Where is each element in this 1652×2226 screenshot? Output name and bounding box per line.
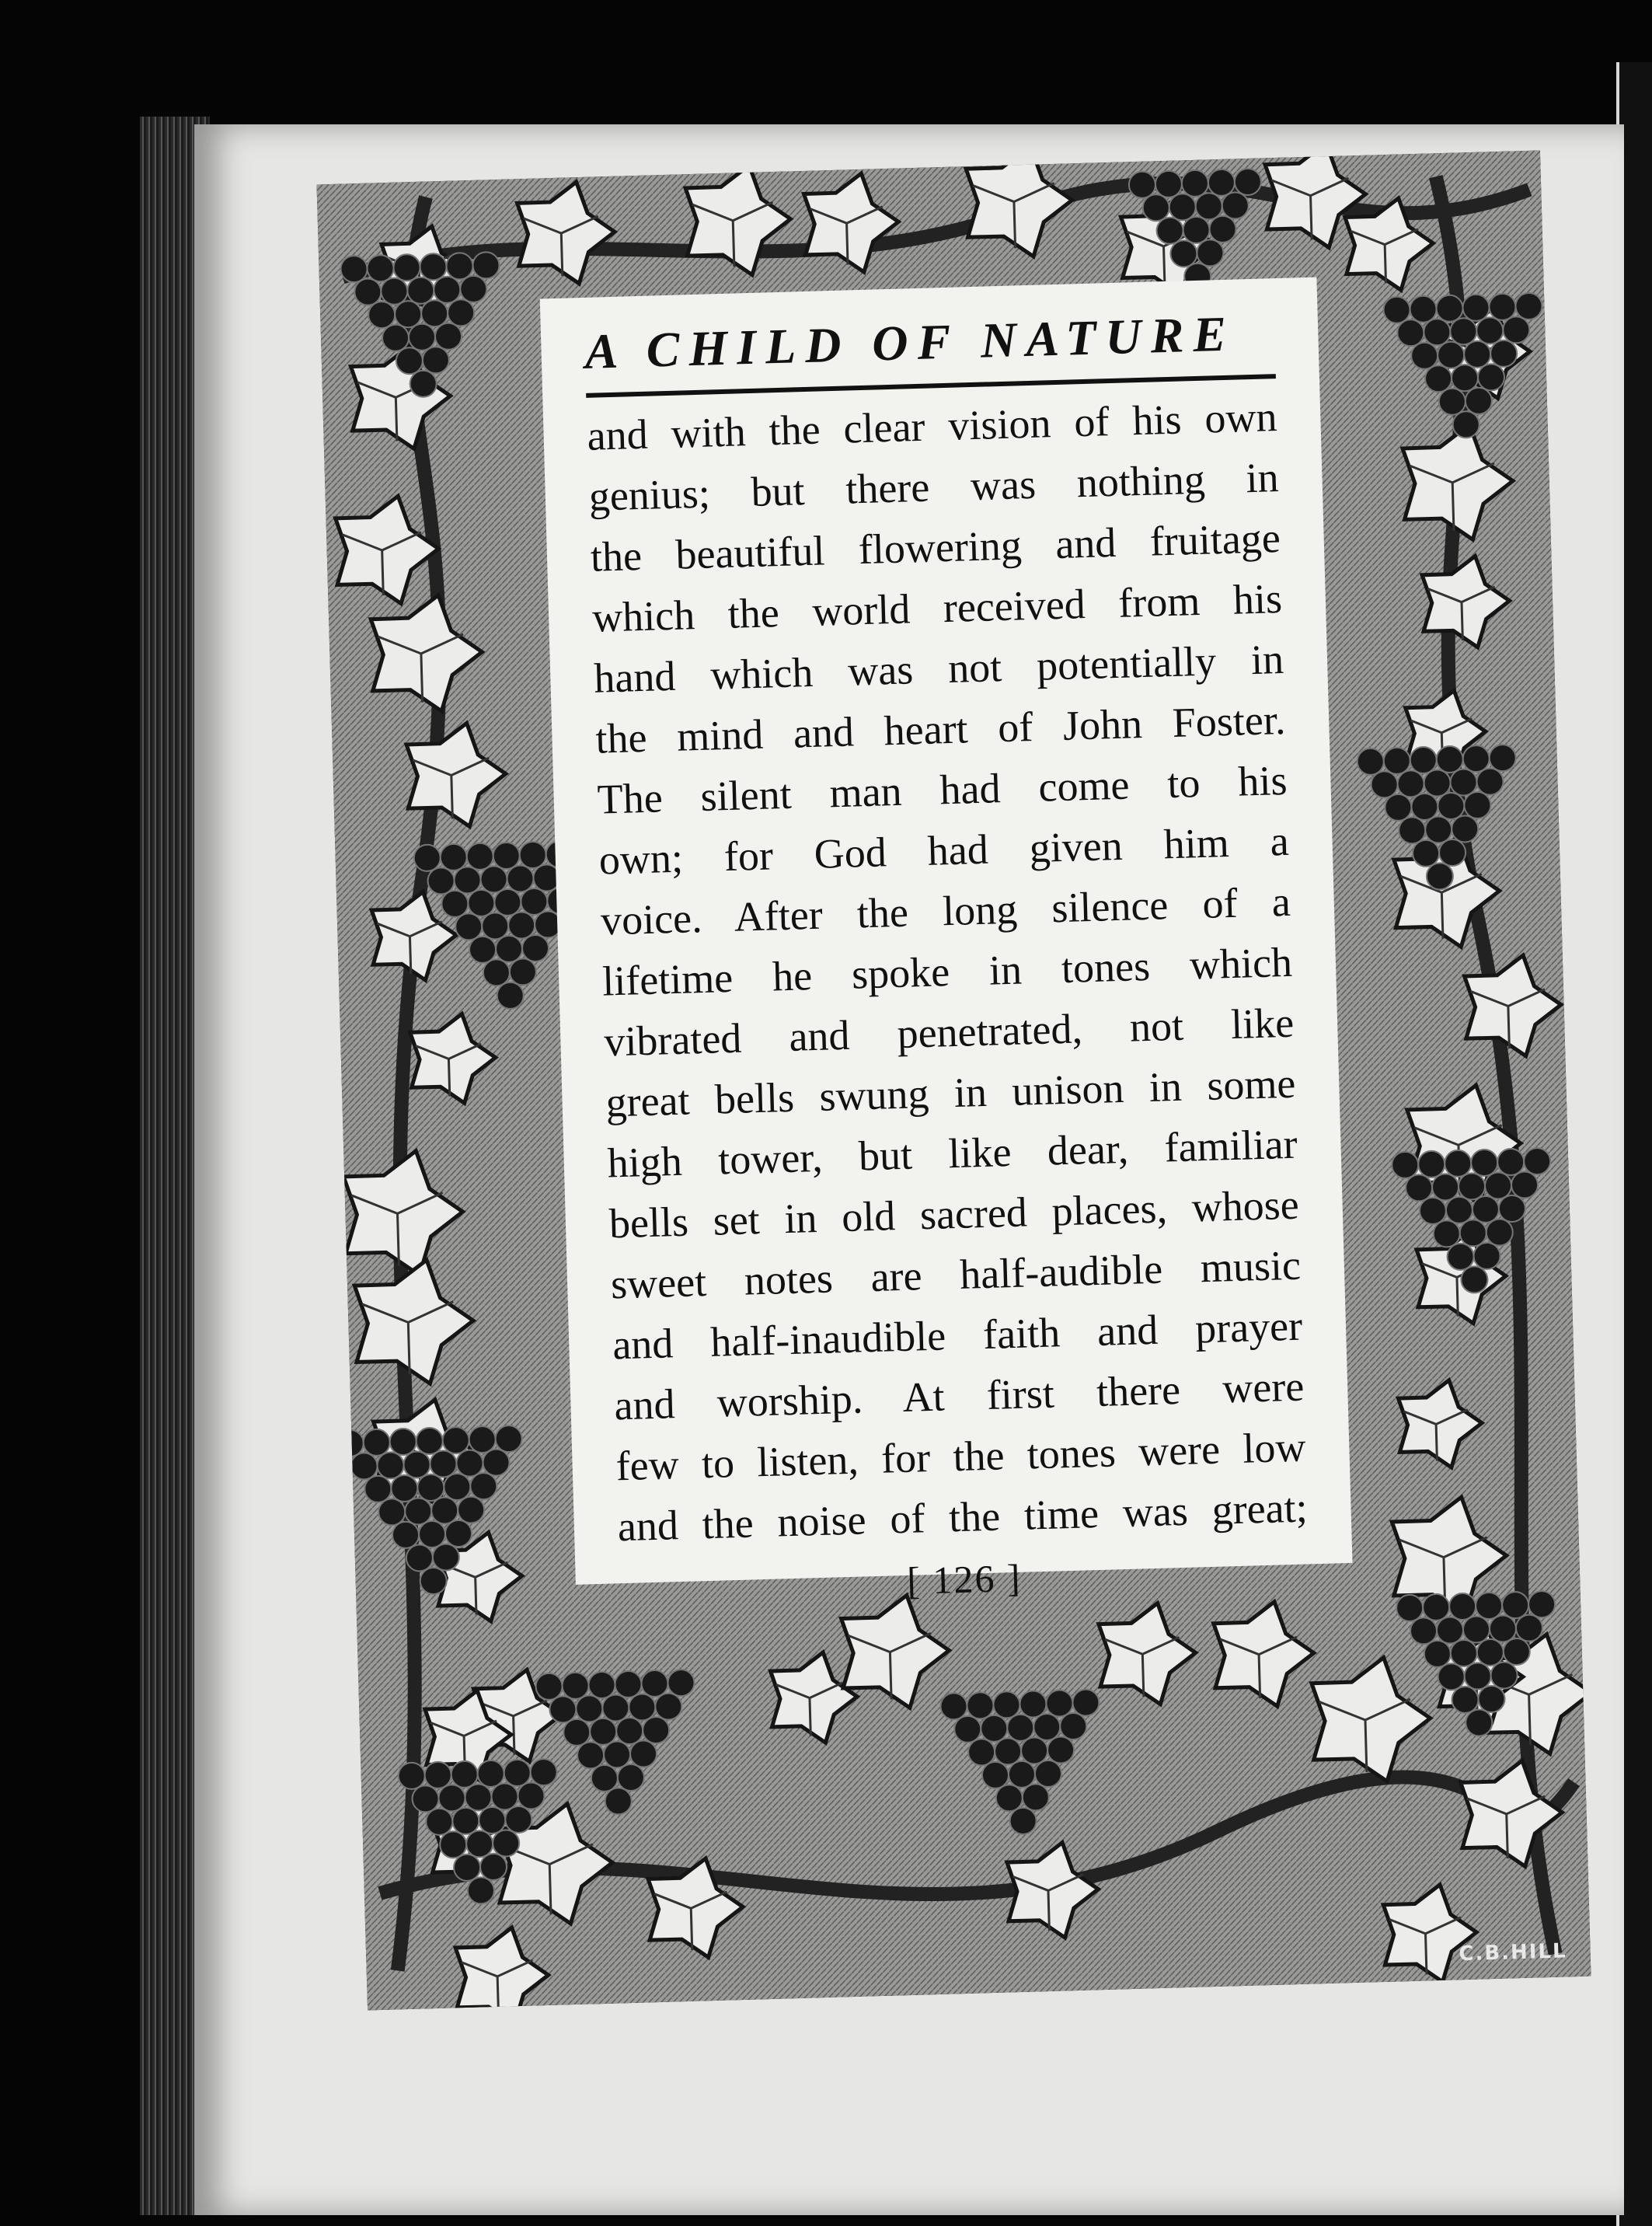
- grape: [1426, 863, 1453, 890]
- grape: [494, 888, 521, 916]
- grape: [1503, 316, 1530, 344]
- grape: [441, 890, 469, 917]
- grape: [1128, 171, 1155, 198]
- grape: [448, 299, 475, 326]
- grape: [1502, 1592, 1529, 1619]
- grape: [1524, 1148, 1551, 1175]
- grape: [480, 866, 507, 893]
- grape: [1007, 1714, 1034, 1741]
- grape: [1459, 1173, 1486, 1200]
- grape: [440, 1831, 467, 1858]
- grape: [417, 1474, 444, 1502]
- grape: [432, 1544, 459, 1571]
- body-line: and half-inaudible faith and prayer: [612, 1303, 1303, 1369]
- grape: [1490, 340, 1518, 367]
- grape: [469, 1426, 496, 1453]
- grape: [438, 1785, 465, 1812]
- grape: [1392, 1151, 1419, 1178]
- grape: [1047, 1736, 1075, 1764]
- grape: [364, 1475, 392, 1502]
- grape: [1452, 815, 1479, 843]
- grape: [493, 1830, 520, 1857]
- grape: [405, 1498, 432, 1525]
- grape: [1433, 1220, 1460, 1247]
- grape: [1476, 768, 1504, 795]
- grape: [452, 1807, 479, 1834]
- grape: [1476, 1639, 1504, 1666]
- grape: [1060, 1713, 1087, 1740]
- text-panel: [540, 277, 1353, 1603]
- grape: [1357, 748, 1384, 775]
- grape: [535, 1673, 563, 1700]
- grape: [1478, 1686, 1505, 1713]
- grape: [993, 1691, 1020, 1718]
- grape: [508, 912, 535, 939]
- grape: [1466, 1709, 1493, 1736]
- grape: [426, 1808, 453, 1835]
- grape: [1383, 296, 1410, 323]
- grape: [655, 1693, 682, 1720]
- grape: [1445, 1196, 1473, 1223]
- grape: [967, 1692, 994, 1719]
- grape: [1465, 387, 1492, 414]
- grape: [1425, 816, 1452, 843]
- grape: [1490, 1662, 1518, 1689]
- grape: [456, 1450, 483, 1477]
- grape: [340, 256, 368, 283]
- grape: [421, 300, 448, 327]
- body-line: The silent man had come to his: [596, 757, 1288, 824]
- grape: [1418, 1150, 1445, 1178]
- body-line: bells set in old sacred places, whose: [608, 1181, 1300, 1247]
- grape: [413, 844, 441, 871]
- grape: [1072, 1689, 1100, 1716]
- body-line: voice. After the long silence of a: [600, 878, 1291, 944]
- grape: [468, 889, 495, 916]
- grape: [1209, 215, 1236, 242]
- grape: [467, 1877, 494, 1904]
- grape: [667, 1670, 695, 1697]
- body-line: lifetime he spoke in tones which: [601, 939, 1293, 1005]
- grape: [1486, 1219, 1513, 1246]
- grape: [398, 1762, 425, 1789]
- grape: [483, 1449, 510, 1476]
- grape: [491, 1783, 518, 1810]
- grape: [981, 1715, 1008, 1742]
- grape: [392, 1521, 420, 1548]
- grape: [521, 888, 548, 916]
- body-line: the beautiful flowering and fruitage: [590, 515, 1281, 581]
- grape: [1515, 1614, 1542, 1642]
- grape: [1478, 364, 1505, 391]
- grape: [1463, 1616, 1490, 1643]
- grape: [420, 1567, 447, 1594]
- grape: [1156, 217, 1183, 244]
- grape: [422, 347, 449, 374]
- grape: [605, 1788, 632, 1815]
- grape: [1490, 1615, 1517, 1642]
- grape: [445, 1520, 472, 1547]
- body-line: hand which was not potentially in: [593, 636, 1284, 703]
- grape: [1438, 388, 1466, 415]
- grape: [1411, 793, 1438, 820]
- grape: [469, 936, 497, 963]
- grape: [391, 1474, 418, 1502]
- grape: [1222, 192, 1249, 219]
- artist-signature: C.B.HILL: [1458, 1939, 1568, 1966]
- grape: [396, 347, 423, 375]
- grape: [377, 1452, 404, 1479]
- grape: [480, 1853, 507, 1880]
- grape: [1511, 1171, 1539, 1198]
- grape: [1385, 794, 1412, 821]
- grape: [1464, 340, 1491, 368]
- grape: [1464, 792, 1491, 819]
- grape: [1432, 1174, 1459, 1201]
- grape: [641, 1670, 668, 1697]
- grape: [427, 867, 455, 895]
- grape: [1528, 1591, 1556, 1618]
- grape: [477, 1760, 504, 1788]
- grape: [615, 1671, 642, 1698]
- grape: [395, 301, 422, 328]
- grape: [493, 842, 520, 869]
- grape: [407, 277, 434, 304]
- grape: [496, 935, 523, 962]
- grape: [1424, 769, 1451, 797]
- body-line: few to listen, for the tones were low: [615, 1423, 1307, 1490]
- grape: [409, 323, 436, 351]
- grape: [1452, 411, 1479, 438]
- body-line: and with the clear vision of his own: [586, 393, 1278, 460]
- grape: [465, 1784, 492, 1811]
- grape: [1155, 170, 1182, 197]
- grape: [412, 1785, 439, 1813]
- grape: [1439, 839, 1466, 867]
- grape: [591, 1764, 618, 1792]
- grape: [442, 1427, 469, 1454]
- grape: [460, 275, 487, 302]
- grape: [454, 1854, 481, 1881]
- grape: [1445, 1150, 1472, 1177]
- grape: [458, 1496, 485, 1523]
- grape: [940, 1693, 967, 1720]
- grape: [1461, 1266, 1488, 1293]
- grape: [1449, 1593, 1476, 1621]
- grape: [629, 1694, 656, 1721]
- grape: [410, 370, 437, 397]
- grape: [1419, 1197, 1446, 1224]
- grape: [630, 1740, 657, 1767]
- body-line: high tower, but like dear, familiar: [606, 1121, 1298, 1187]
- grape: [504, 1760, 531, 1787]
- grape: [1489, 293, 1516, 320]
- grape: [617, 1764, 644, 1791]
- grape: [1438, 341, 1465, 368]
- grape: [454, 867, 481, 894]
- grape: [602, 1694, 629, 1722]
- grape: [446, 253, 473, 280]
- grape: [479, 1806, 506, 1833]
- grape: [1425, 365, 1452, 393]
- grape: [1183, 216, 1210, 243]
- grape: [1450, 1639, 1477, 1666]
- grape: [1450, 318, 1477, 345]
- grape: [1452, 1686, 1479, 1713]
- grape: [1034, 1760, 1061, 1787]
- grape: [982, 1761, 1009, 1788]
- grape: [522, 935, 549, 962]
- running-head-title: A CHILD OF NATURE: [584, 305, 1236, 379]
- grape: [495, 1425, 522, 1453]
- grape: [470, 1473, 497, 1500]
- grape: [1397, 770, 1424, 797]
- grape: [1503, 1638, 1530, 1666]
- grape: [440, 843, 467, 871]
- grape: [430, 1450, 457, 1478]
- grape: [995, 1785, 1023, 1812]
- grape: [1033, 1714, 1061, 1741]
- grape: [472, 252, 500, 279]
- grape: [1462, 745, 1490, 773]
- grape: [1462, 294, 1490, 321]
- body-line: and worship. At first there were: [613, 1362, 1305, 1429]
- grape: [1472, 1195, 1499, 1223]
- grape: [1397, 319, 1424, 347]
- grape: [588, 1671, 615, 1698]
- grape: [1410, 295, 1437, 323]
- grape: [381, 277, 408, 305]
- grape: [350, 1453, 378, 1480]
- grape: [1410, 747, 1437, 774]
- grape: [1423, 1593, 1450, 1621]
- grape: [505, 1806, 532, 1833]
- grape: [1476, 1593, 1503, 1620]
- grape: [466, 1830, 493, 1858]
- grape: [1208, 169, 1235, 196]
- grape: [444, 1474, 471, 1501]
- grape: [577, 1742, 605, 1769]
- grape: [1436, 295, 1463, 322]
- grape: [1436, 746, 1463, 773]
- grape: [604, 1741, 631, 1768]
- body-line: and the noise of the time was great;: [617, 1484, 1309, 1551]
- grape: [1181, 169, 1208, 197]
- grape: [1476, 317, 1504, 344]
- grape: [1452, 365, 1479, 392]
- grape: [1371, 771, 1398, 798]
- grape: [1447, 1243, 1474, 1270]
- body-line: which the world received from his: [591, 575, 1283, 642]
- grape: [466, 843, 493, 870]
- page-number: [ 126 ]: [906, 1556, 1023, 1603]
- grape: [406, 1544, 433, 1572]
- grape: [419, 1521, 446, 1548]
- grape: [509, 958, 536, 986]
- body-line: vibrated and penetrated, not like: [603, 1000, 1295, 1066]
- grape: [1459, 1219, 1486, 1247]
- grape: [954, 1715, 981, 1743]
- grape: [1399, 817, 1426, 844]
- grape: [1046, 1690, 1073, 1717]
- grapevine-border-illustration: [316, 150, 1591, 2010]
- grape: [1396, 1594, 1424, 1621]
- grape: [1022, 1784, 1049, 1811]
- grape: [1383, 747, 1410, 774]
- grape: [1471, 1150, 1498, 1177]
- grape: [1411, 342, 1438, 369]
- grape: [451, 1760, 478, 1788]
- grape: [549, 1696, 577, 1723]
- grape: [1424, 1640, 1451, 1667]
- grape: [1497, 1149, 1525, 1176]
- grape: [354, 278, 382, 305]
- grape: [424, 1761, 451, 1788]
- grape: [968, 1739, 995, 1766]
- grape: [530, 1759, 557, 1786]
- grape: [643, 1717, 670, 1744]
- grape: [518, 1782, 545, 1809]
- grape: [576, 1695, 603, 1722]
- grape: [1197, 239, 1224, 267]
- grape: [434, 276, 461, 303]
- grape: [389, 1429, 416, 1456]
- grape: [1009, 1807, 1037, 1834]
- body-line: own; for God had given him a: [598, 818, 1290, 884]
- grape: [1008, 1760, 1035, 1788]
- grape: [1485, 1172, 1512, 1199]
- grape: [382, 324, 410, 351]
- grape: [393, 254, 420, 281]
- grape: [562, 1672, 589, 1699]
- body-line: sweet notes are half-audible music: [610, 1242, 1302, 1308]
- grape: [497, 982, 524, 1009]
- grape: [420, 253, 447, 281]
- body-text: [587, 386, 1309, 1557]
- grape: [1424, 319, 1451, 346]
- grape: [1515, 292, 1542, 319]
- grape: [563, 1718, 591, 1746]
- grape: [1169, 194, 1196, 221]
- grape: [368, 302, 396, 329]
- grape: [367, 255, 394, 282]
- grape: [1170, 240, 1197, 267]
- grape: [616, 1718, 643, 1745]
- grape: [1450, 769, 1477, 796]
- grape: [455, 913, 483, 940]
- grape: [363, 1429, 390, 1456]
- grape: [378, 1499, 406, 1526]
- grape: [1406, 1174, 1433, 1202]
- grape: [1438, 793, 1465, 820]
- grape: [1438, 1663, 1465, 1690]
- grape: [416, 1428, 443, 1455]
- grape: [1473, 1242, 1500, 1269]
- grape: [1498, 1195, 1525, 1223]
- grape: [403, 1451, 430, 1478]
- grape: [1489, 745, 1516, 772]
- grape: [483, 959, 510, 986]
- grape: [1437, 1617, 1464, 1644]
- grape: [1413, 839, 1440, 867]
- grape: [590, 1718, 617, 1745]
- grape: [995, 1738, 1022, 1765]
- body-line: great bells swung in unison in some: [605, 1060, 1297, 1126]
- grape: [1019, 1690, 1047, 1718]
- grape: [519, 842, 546, 869]
- grape: [1464, 1663, 1491, 1690]
- grape: [1234, 169, 1261, 196]
- grape: [431, 1497, 458, 1524]
- grape: [482, 912, 509, 940]
- grape: [1195, 193, 1222, 220]
- grape: [1142, 194, 1169, 222]
- grape: [1410, 1617, 1438, 1645]
- body-line: the mind and heart of John Foster.: [594, 696, 1287, 763]
- grape: [1021, 1737, 1048, 1764]
- grape: [507, 865, 534, 892]
- grape: [435, 323, 462, 350]
- body-line: genius; but there was nothing in: [588, 454, 1280, 521]
